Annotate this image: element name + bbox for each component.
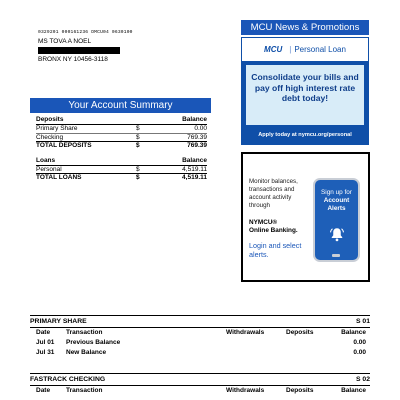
online-banking-label: [249, 219, 311, 235]
address-name: MS TOVA A NOEL: [38, 38, 92, 45]
fastrack-checking-section: [30, 373, 370, 396]
mailing-address: [38, 28, 133, 64]
section-title-row: FASTRACK CHECKING S 02: [30, 373, 370, 386]
address-city: BRONX NY 10456-3118: [38, 56, 108, 63]
mcu-logo: MCU: [264, 45, 283, 54]
account-summary-table: [36, 115, 207, 182]
loan-row-personal: Personal $ 4,519.11: [36, 165, 207, 173]
login-select-alerts: Login and select alerts.: [249, 241, 302, 260]
redacted-address-line: [38, 47, 120, 54]
primary-share-section: [30, 315, 370, 358]
total-deposits-row: TOTAL DEPOSITS $ 769.39: [36, 142, 207, 149]
phone-illustration: [313, 178, 360, 262]
promo-logo-bar: [242, 38, 368, 61]
phone-home-button: [332, 254, 340, 257]
deposit-row-checking: Checking $ 769.39: [36, 133, 207, 141]
deposits-header-row: Deposits Balance: [36, 116, 207, 123]
promo-apply-link[interactable]: Apply today at nymcu.org/personal: [258, 132, 352, 138]
account-alerts-promo: [241, 152, 370, 282]
bank-suffix: Online Banking.: [249, 227, 298, 234]
column-header-row: Date Transaction Withdrawals Deposits Balance: [36, 387, 366, 394]
address-barcode-text: 0329201 000161236 DMCU04 0630100: [38, 30, 133, 35]
column-header-row: Date Transaction Withdrawals Deposits Balance: [36, 329, 366, 336]
news-promotions-title: MCU News & Promotions: [241, 20, 369, 35]
promo-product-name: Personal Loan: [294, 45, 346, 54]
total-loans-row: TOTAL LOANS $ 4,519.11: [36, 174, 207, 181]
bell-icon: [328, 226, 346, 244]
promo-headline: Consolidate your bills and pay off high interest rate debt today!: [246, 65, 364, 125]
alerts-promo-text: Monitor balances, transactions and account activity through: [249, 178, 298, 209]
account-summary-title: Your Account Summary: [30, 98, 211, 113]
table-row: Jul 01 Previous Balance 0.00: [36, 339, 366, 346]
personal-loan-promo: [241, 37, 369, 145]
table-row: Jul 31 New Balance 0.00: [36, 349, 366, 356]
phone-message: Sign up for Account Alerts: [321, 189, 352, 212]
section-title-row: PRIMARY SHARE S 01: [30, 315, 370, 328]
logo-separator: |: [289, 45, 292, 54]
loans-header-row: Loans Balance: [36, 156, 207, 164]
deposit-row-primary-share: Primary Share $ 0.00: [36, 125, 207, 132]
bank-name: NYMCU®: [249, 219, 278, 226]
